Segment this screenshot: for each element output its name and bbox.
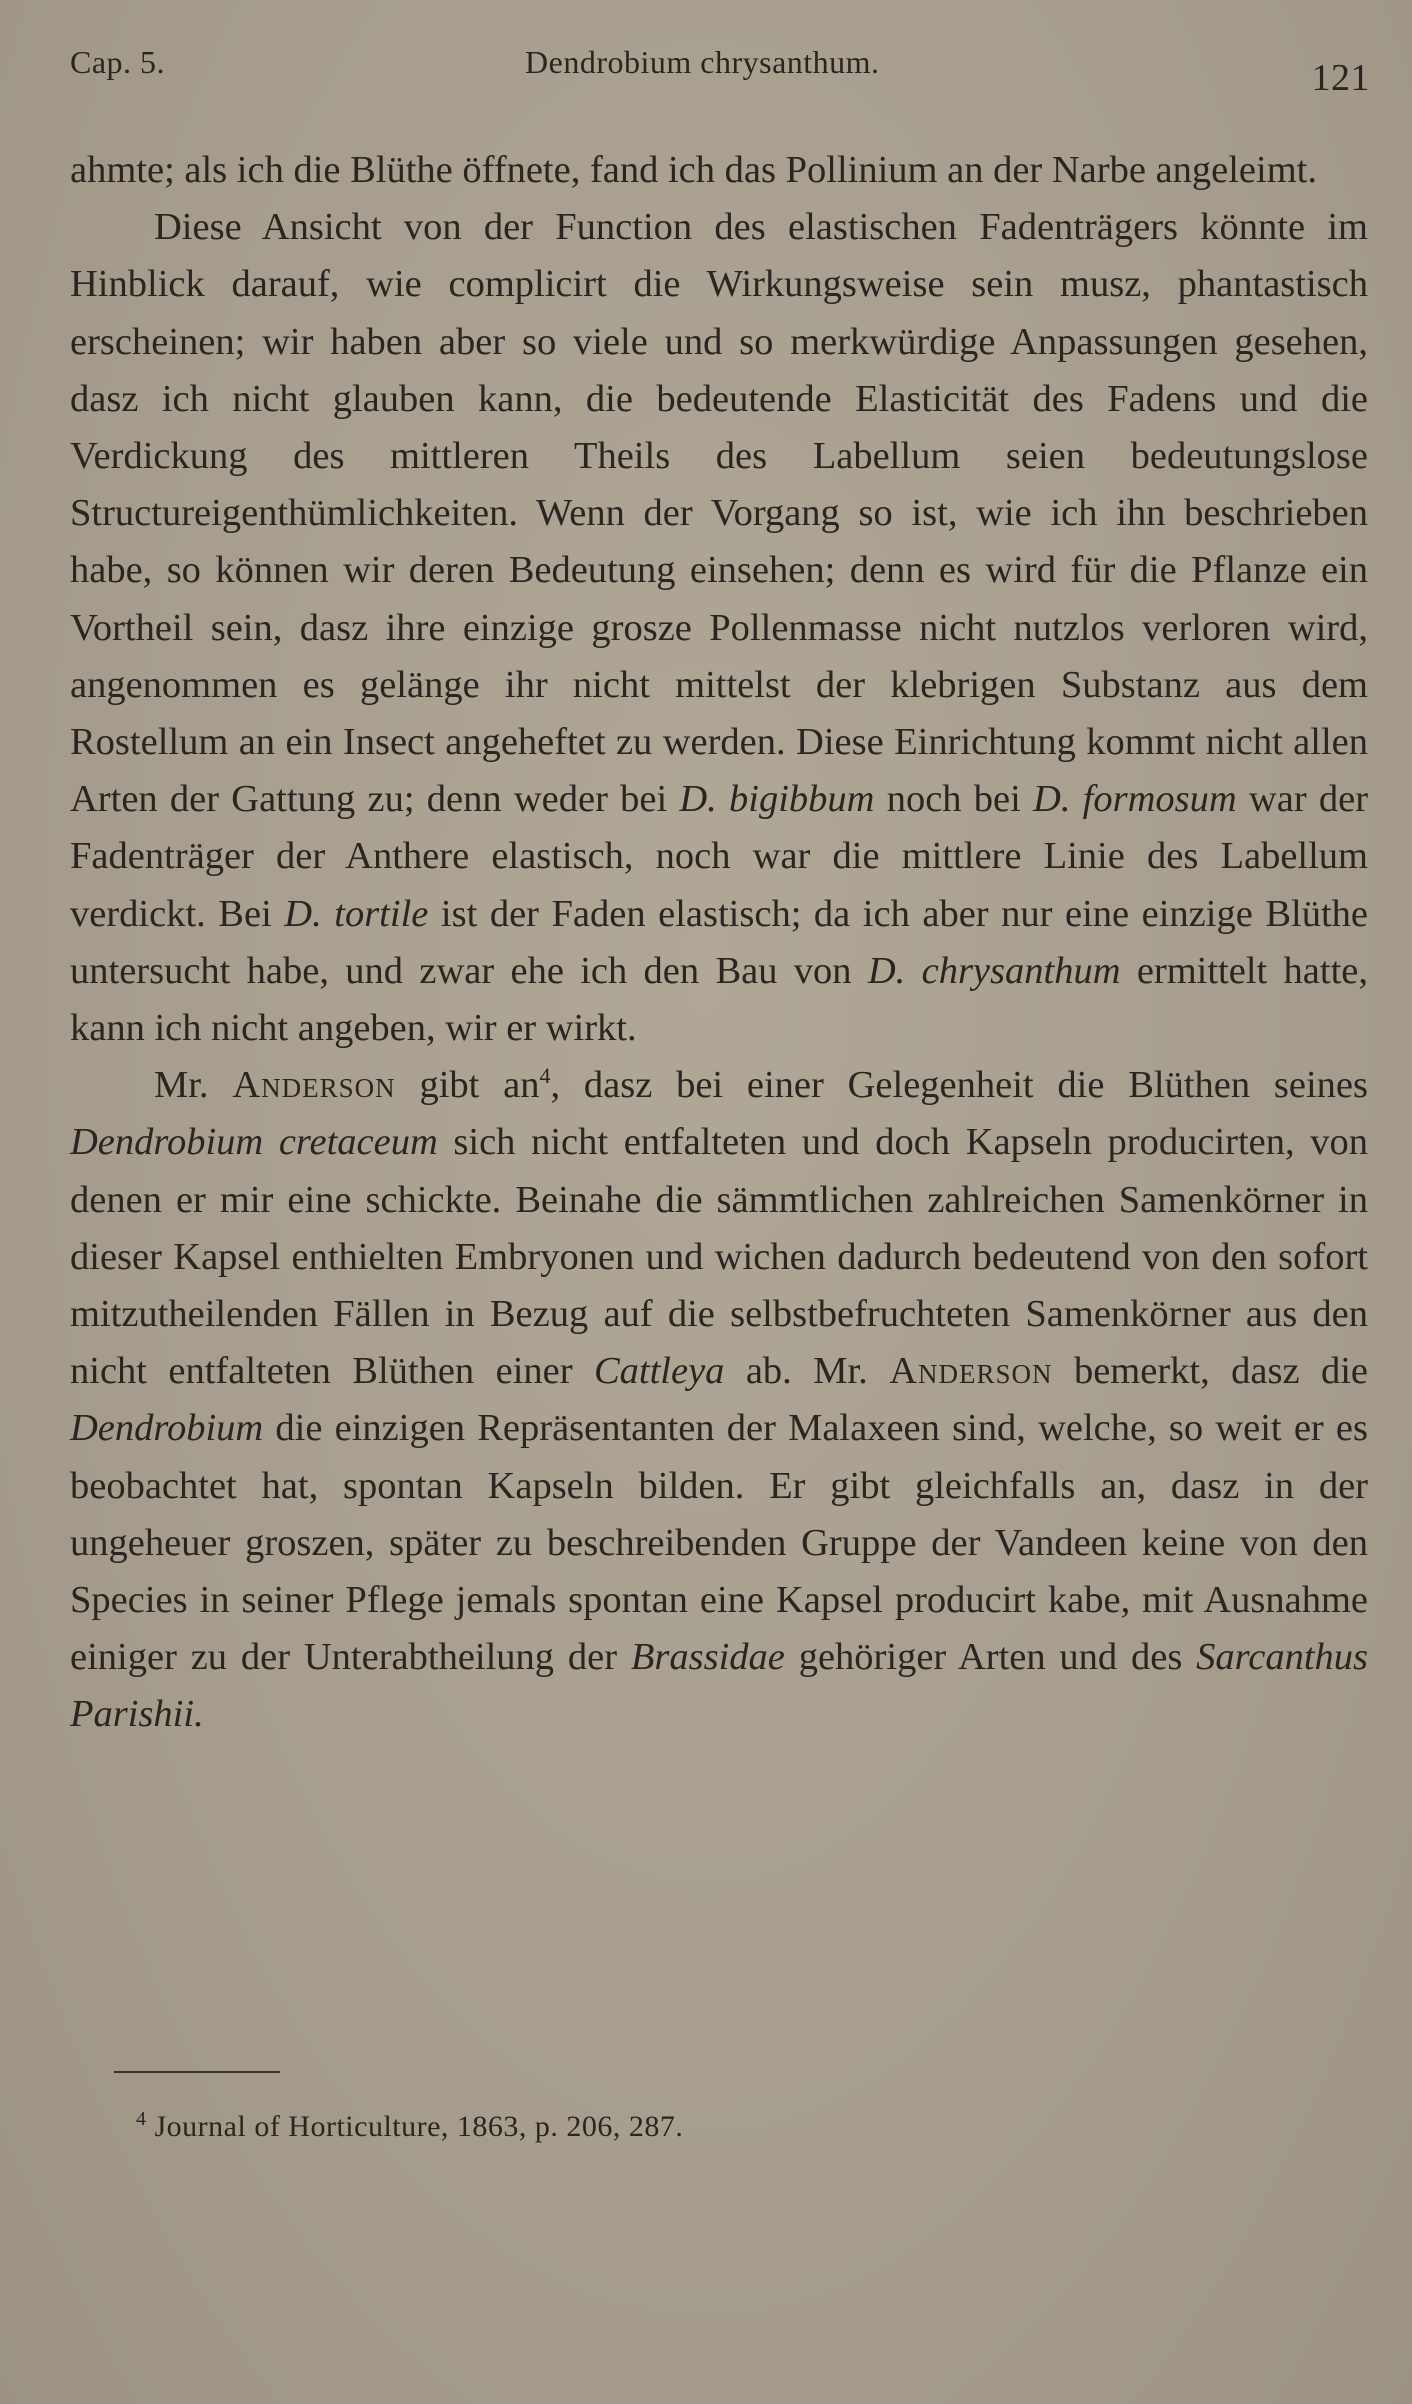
p3-text-d: sich nicht entfalteten und doch Kapseln producirten, von denen er mir eine schickte. Beinahe die sämmtlichen zahlreichen Samenkörner in dieser Kapsel enthielten Embryonen und wichen dadurch bedeutend von den sofort mitzutheilenden Fällen in Bezug auf die selbstbefruchteten Samenkörner aus den nicht entfalteten Blüthen einer: [70, 1121, 1369, 1393]
p3-italic-dendrobium: Dendrobium: [70, 1407, 264, 1450]
p3-text-b: gibt an: [395, 1064, 540, 1107]
p2-italic-tortile: D. tortile: [284, 892, 429, 935]
running-header: [70, 44, 1370, 104]
p3-italic-cattleya: Cattleya: [593, 1350, 725, 1393]
p2-text-c: war der Fadenträger der Anthere elastisch, noch war die mittlere Linie des Labellum verdickt. Bei: [70, 778, 1369, 935]
paragraph-1: ahmte; als ich die Blüthe öffnete, fand ich das Pollinium an der Narbe angeleimt.: [70, 149, 1317, 191]
running-title: Dendrobium chrysanthum.: [525, 44, 880, 80]
chapter-label: Cap. 5.: [70, 44, 166, 80]
footnote-text: Journal of Horticulture, 1863, p. 206, 287.: [154, 2110, 684, 2143]
p2-text-a: Diese Ansicht von der Function des elastischen Fadenträgers könnte im Hinblick darauf, wie complicirt die Wirkungsweise sein musz, phantastisch erscheinen; wir haben aber so viele und so merkwürdige Anpassungen gesehen, dasz ich nicht glauben kann, die bedeutende Elasticität des Fadens und die Verdickung des mittleren Theils des Labellum seien bedeutungslose Structureigenthümlichkeiten. Wenn der Vorgang so ist, wie ich ihn beschrieben habe, so können wir deren Bedeutung einsehen; denn es wird für die Pflanze ein Vortheil sein, dasz ihre einzige grosze Pollenmasse nicht nutzlos verloren wird, angenommen es gelänge ihr nicht mittelst der klebrigen Substanz aus dem Rostellum an ein Insect angeheftet zu werden. Diese Einrichtung kommt nicht allen Arten der Gattung zu; denn weder bei: [70, 206, 1368, 821]
footnote-reference: 4: [539, 1063, 551, 1089]
p2-italic-chrysanthum: D. chrysanthum: [867, 949, 1121, 992]
p3-italic-cretaceum: Dendrobium cretaceum: [70, 1121, 438, 1164]
p3-italic-sarcanthus: Sarcanthus Parishii.: [70, 1636, 1368, 1736]
p3-text-e: ab. Mr.: [724, 1350, 890, 1393]
p3-name-anderson-1: Anderson: [232, 1064, 396, 1107]
body-text: [70, 142, 1368, 1744]
p2-text-b: noch bei: [874, 778, 1034, 821]
p3-text-a: Mr.: [154, 1064, 233, 1107]
p2-text-e: ermittelt hatte, kann ich nicht angeben, wir er wirkt.: [70, 949, 1368, 1050]
page-number: 121: [1311, 57, 1370, 99]
paragraph-2: [70, 199, 1368, 1057]
footnote-marker: 4: [136, 2108, 147, 2130]
p3-name-anderson-2: Anderson: [889, 1350, 1053, 1393]
p3-text-c: , dasz bei einer Gelegenheit die Blüthen seines: [550, 1064, 1368, 1107]
p2-italic-formosum: D. formosum: [1033, 778, 1237, 821]
p3-text-h: gehöriger Arten und des: [784, 1636, 1197, 1679]
p3-italic-brassidae: Brassidae: [630, 1636, 785, 1679]
footnote: [136, 2110, 683, 2144]
p2-italic-bigibbum: D. bigibbum: [679, 778, 875, 821]
footnote-divider: [114, 2071, 280, 2073]
p3-text-g: die einzigen Repräsentanten der Malaxeen sind, welche, so weit er es beobachtet hat, spontan Kapseln bilden. Er gibt gleichfalls an, dasz in der ungeheuer groszen, später zu beschreibenden Gruppe der Vandeen keine von den Species in seiner Pflege jemals spontan eine Kapsel producirt kabe, mit Ausnahme einiger zu der Unterabtheilung der: [70, 1407, 1368, 1679]
paragraph-3: [70, 1057, 1368, 1743]
p3-text-f: bemerkt, dasz die: [1052, 1350, 1368, 1393]
p2-text-d: ist der Faden elastisch; da ich aber nur eine einzige Blüthe untersucht habe, und zwar ehe ich den Bau von: [70, 892, 1368, 992]
